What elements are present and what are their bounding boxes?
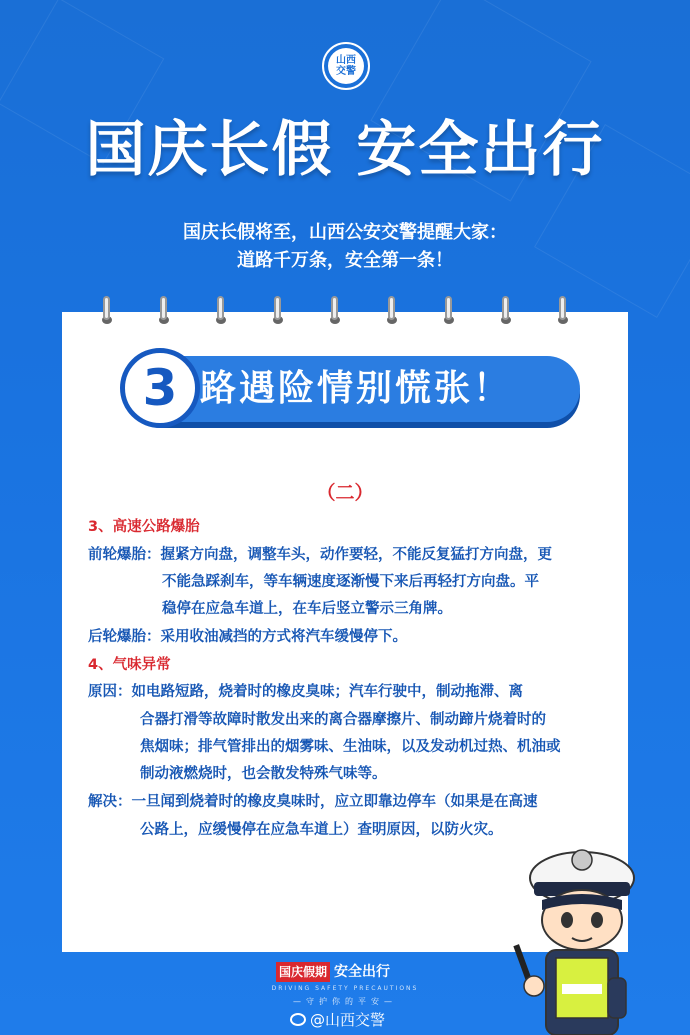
shanxi-traffic-police-logo — [322, 42, 370, 90]
binder-ring-icon — [556, 296, 570, 326]
page-title: 国庆长假 安全出行 — [85, 115, 605, 185]
section-subtitle: （二） — [316, 482, 374, 504]
weibo-watermark — [290, 1010, 385, 1030]
section-number-badge: 3 — [120, 348, 200, 428]
intro-line-2: 道路千万条，安全第一条！ — [237, 250, 453, 271]
footer-campaign-logo — [276, 962, 416, 982]
footer-label: 安全出行 — [334, 964, 390, 980]
content-line: 原因：如电路短路，烧着时的橡皮臭味；汽车行驶中，制动拖滞、离 — [88, 684, 523, 700]
binder-ring-icon — [100, 296, 114, 326]
banner-text: 路遇险情别慌张！ — [200, 368, 513, 409]
content-line: 合器打滑等故障时散发出来的离合器摩擦片、制动蹄片烧着时的 — [140, 712, 546, 728]
binder-ring-icon — [328, 296, 342, 326]
heading-abnormal-smell: 4、气味异常 — [88, 657, 171, 673]
content-line: 前轮爆胎：握紧方向盘，调整车头，动作要轻，不能反复猛打方向盘，更 — [88, 547, 552, 563]
footer-english-text: DRIVING SAFETY PRECAUTIONS — [271, 985, 419, 992]
intro-line-1: 国庆长假将至，山西公安交警提醒大家： — [183, 222, 507, 243]
heading-tire-blowout: 3、高速公路爆胎 — [88, 519, 200, 535]
content-line: 解决：一旦闻到烧着时的橡皮臭味时，应立即靠边停车（如果是在高速 — [88, 794, 538, 810]
logo-text-line1: 山西 — [336, 55, 356, 66]
binder-ring-icon — [157, 296, 171, 326]
binder-ring-icon — [214, 296, 228, 326]
logo-text-line2: 交警 — [336, 66, 356, 77]
content-line: 焦烟味；排气管排出的烟雾味、生油味，以及发动机过热、机油或 — [140, 739, 561, 755]
weibo-handle: @山西交警 — [310, 1011, 386, 1029]
content-line: 稳停在应急车道上，在车后竖立警示三角牌。 — [162, 601, 452, 617]
footer-red-label: 国庆假期 — [276, 962, 330, 982]
binder-ring-icon — [442, 296, 456, 326]
binder-ring-icon — [271, 296, 285, 326]
footer-slogan: —守护你的平安— — [293, 997, 397, 1006]
content-line: 后轮爆胎：采用收油减挡的方式将汽车缓慢停下。 — [88, 629, 407, 645]
binder-ring-icon — [385, 296, 399, 326]
content-line: 公路上，应缓慢停在应急车道上）查明原因，以防火灾。 — [140, 822, 503, 838]
content-line: 不能急踩刹车，等车辆速度逐渐慢下来后再轻打方向盘。平 — [162, 574, 539, 590]
content-line: 制动液燃烧时，也会散发特殊气味等。 — [140, 766, 387, 782]
binder-ring-icon — [499, 296, 513, 326]
weibo-icon — [290, 1013, 306, 1026]
